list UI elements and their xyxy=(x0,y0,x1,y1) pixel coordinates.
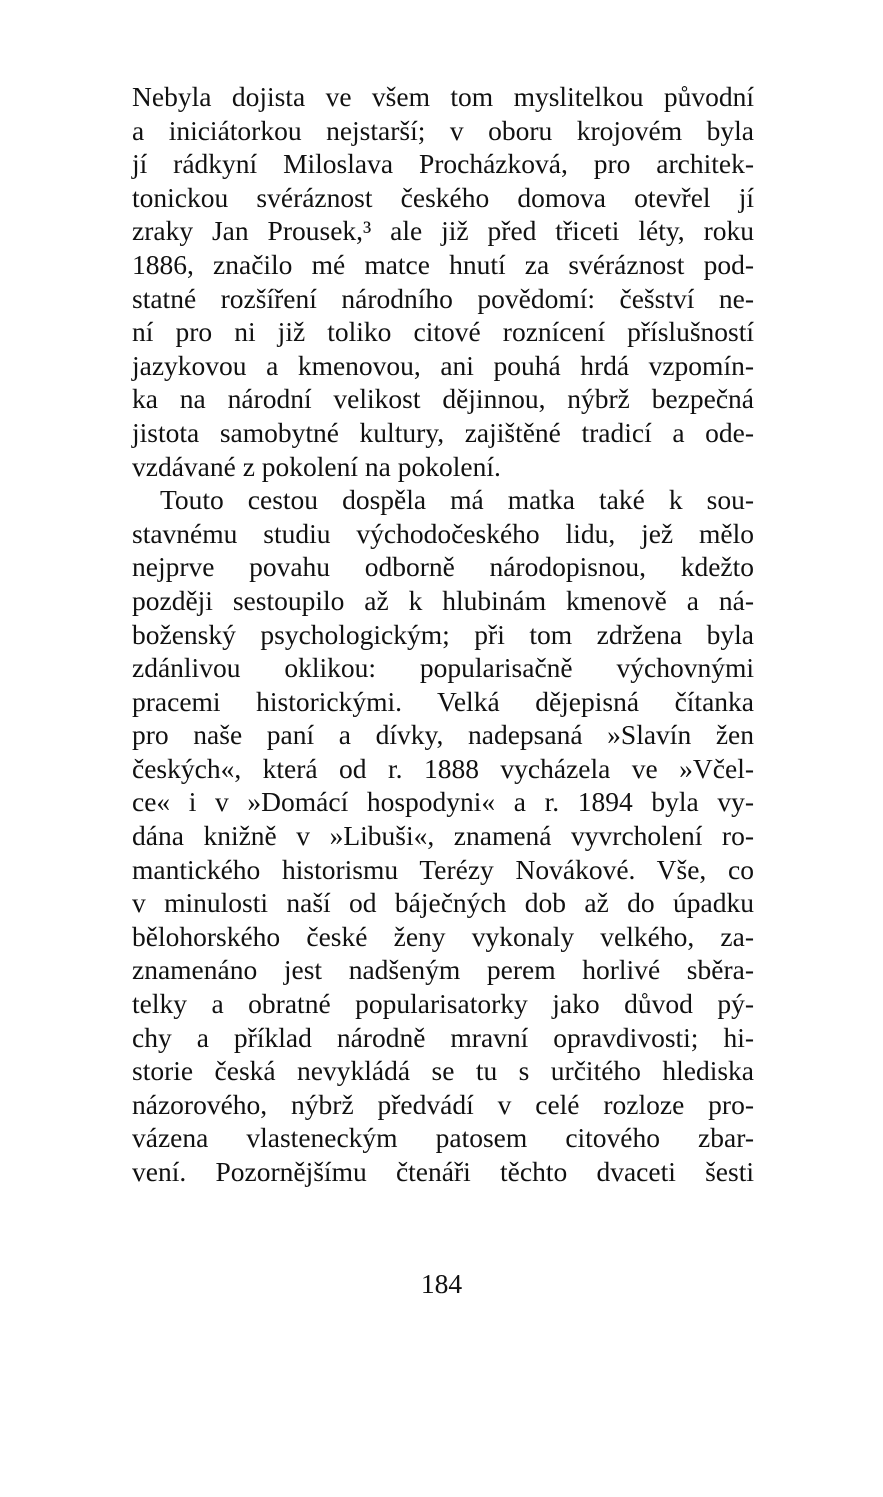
text-line: později sestoupilo až k hlubinám kmenově a ná- xyxy=(132,584,754,616)
text-line: 1886, značilo mé matce hnutí za svéráznost pod- xyxy=(132,248,754,280)
text-line: názorového, nýbrž předvádí v celé rozloze pro- xyxy=(132,1088,754,1120)
text-line: českých«, která od r. 1888 vycházela ve »Včel- xyxy=(132,752,754,784)
text-line: telky a obratné popularisatorky jako důvod pý- xyxy=(132,988,754,1020)
page-number: 184 xyxy=(420,1268,463,1299)
text-line: storie česká nevykládá se tu s určitého hlediska xyxy=(132,1055,754,1087)
text-line: vázena vlasteneckým patosem citového zbar- xyxy=(132,1122,754,1154)
text-line: zraky Jan Prousek,³ ale již před třiceti léty, roku xyxy=(132,215,754,247)
text-line: jistota samobytné kultury, zajištěné tradicí a ode- xyxy=(132,416,754,448)
text-line: v minulosti naší od báječných dob až do úpadku xyxy=(132,887,754,919)
text-line: ní pro ni již toliko citové roznícení příslušností xyxy=(132,316,754,348)
text-line: dána knižně v »Libuši«, znamená vyvrcholení ro- xyxy=(132,820,754,852)
text-line: a iniciátorkou nejstarší; v oboru krojovém byla xyxy=(132,114,754,146)
text-line: jazykovou a kmenovou, ani pouhá hrdá vzpomín- xyxy=(132,349,754,381)
text-line: chy a příklad národně mravní opravdivosti; hi- xyxy=(132,1021,754,1053)
text-line: zdánlivou oklikou: popularisačně výchovnými xyxy=(132,652,754,684)
text-line: mantického historismu Terézy Novákové. Vše, co xyxy=(132,853,754,885)
text-line: tonickou svéráznost českého domova otevřel jí xyxy=(132,181,754,213)
text-line: nejprve povahu odborně národopisnou, kdežto xyxy=(132,551,754,583)
text-line: vzdávané z pokolení na pokolení. xyxy=(132,450,501,482)
text-line: boženský psychologickým; při tom zdržena byla xyxy=(132,618,754,650)
text-line: pracemi historickými. Velká dějepisná čítanka xyxy=(132,685,754,717)
text-line: ka na národní velikost dějinnou, nýbrž bezpečná xyxy=(132,383,754,415)
text-line: pro naše paní a dívky, nadepsaná »Slavín žen xyxy=(132,719,754,751)
text-line: statné rozšíření národního povědomí: češství ne- xyxy=(132,282,754,314)
text-line: vení. Pozornějšímu čtenáři těchto dvaceti šesti xyxy=(132,1156,754,1187)
text-line: Nebyla dojista ve všem tom myslitelkou původní xyxy=(132,81,754,112)
text-line: znamenáno jest nadšeným perem horlivé sběra- xyxy=(132,954,754,986)
text-line: jí rádkyní Miloslava Procházková, pro architek- xyxy=(132,148,754,180)
text-line: ce« i v »Domácí hospodyni« a r. 1894 byla vy- xyxy=(132,786,754,818)
text-line: bělohorského české ženy vykonaly velkého, za- xyxy=(132,920,754,952)
text-line: stavnému studiu východočeského lidu, jež mělo xyxy=(132,517,754,549)
text-line: Touto cestou dospěla má matka také k sou- xyxy=(160,484,754,516)
body-text xyxy=(132,80,754,1189)
